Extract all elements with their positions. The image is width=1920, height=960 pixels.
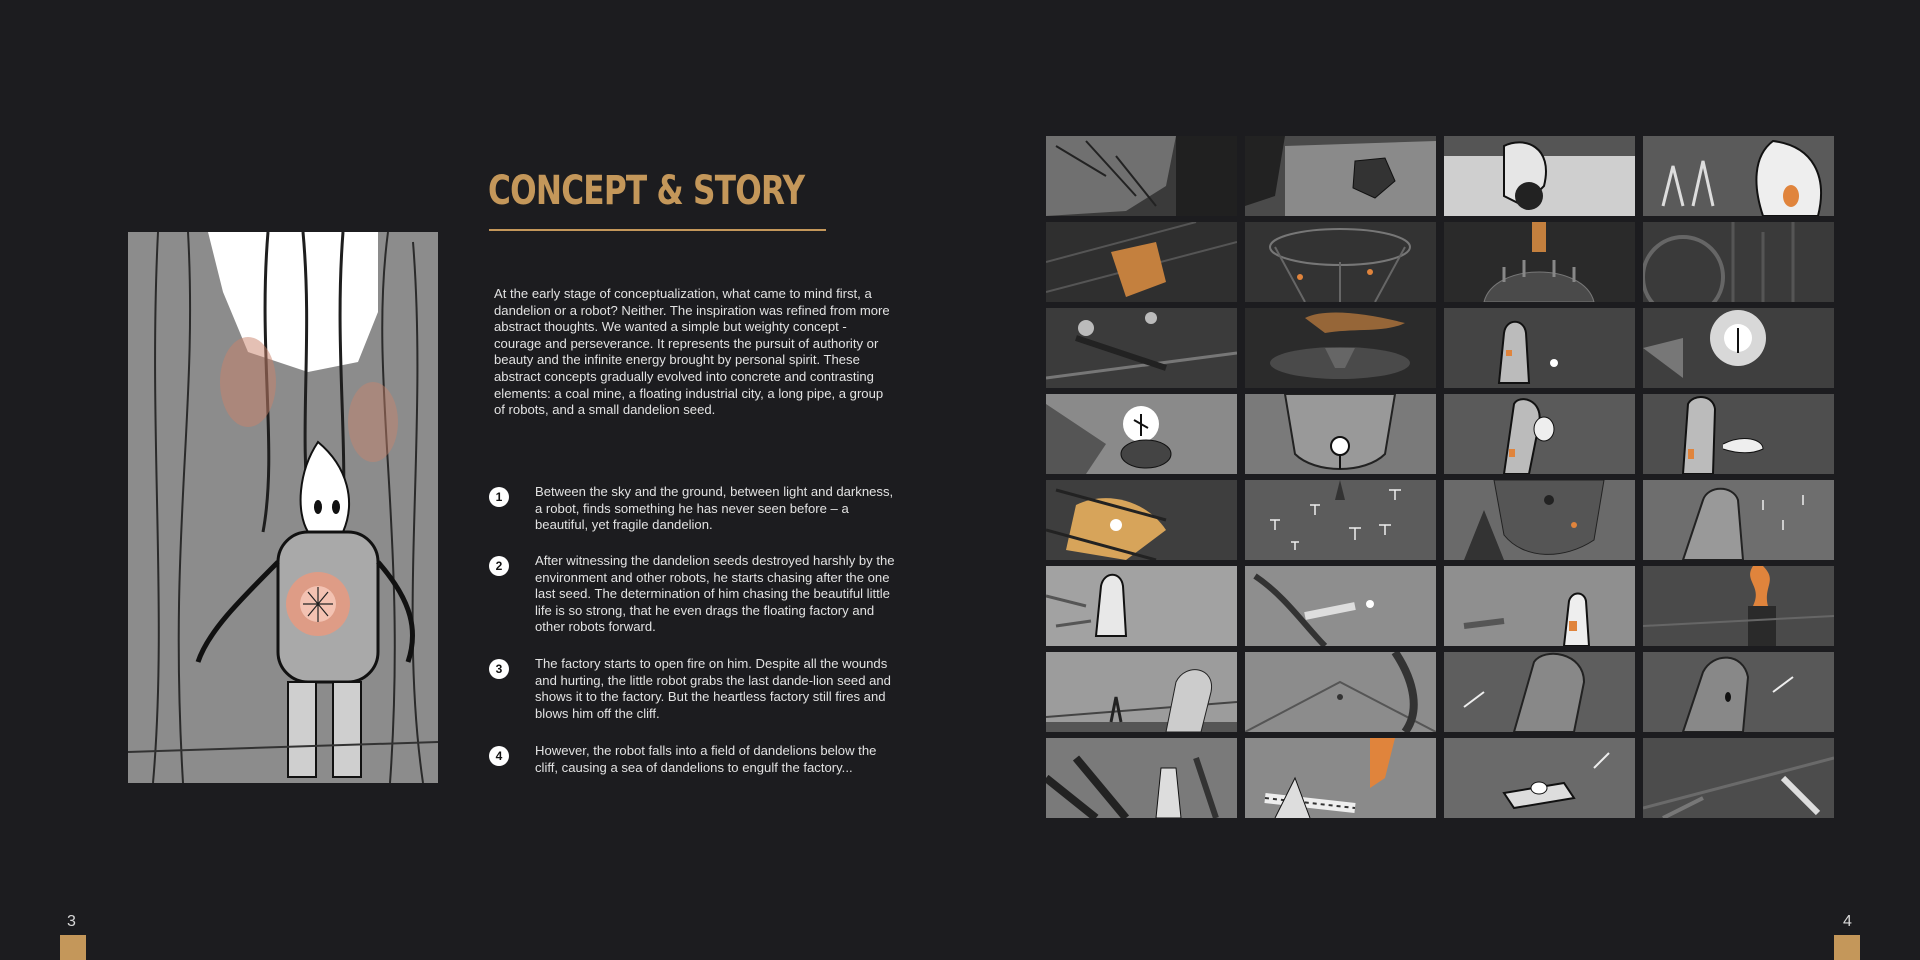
step-text: Between the sky and the ground, between light and darkness, a robot, finds something he has never seen before – a beautiful, yet fragile dandelion. bbox=[535, 484, 894, 533]
storyboard-panel bbox=[1046, 394, 1237, 474]
storyboard-panel bbox=[1444, 652, 1635, 732]
step-number-badge: 2 bbox=[489, 556, 509, 576]
page-tab-left bbox=[60, 935, 86, 960]
storyboard-panel bbox=[1245, 652, 1436, 732]
intro-paragraph: At the early stage of conceptualization, what came to mind first, a dandelion or a robot? Neither. The inspiration was refined from more abstract thoughts. We wanted a simple but weighty concept - courage and perseverance. It represents the pursuit of authority or beauty and the infinite energy brought by personal spirit. These abstract concepts gradually evolved into concrete and contrasting elements: a coal mine, a floating industrial city, a long pipe, a group of robots, and a small dandelion seed. bbox=[494, 286, 890, 418]
storyboard-panel bbox=[1444, 394, 1635, 474]
storyboard-panel bbox=[1245, 480, 1436, 560]
storyboard-panel bbox=[1643, 308, 1834, 388]
page-title: CONCEPT & STORY bbox=[488, 168, 805, 214]
page-number-left: 3 bbox=[67, 913, 76, 930]
step-text: After witnessing the dandelion seeds destroyed harshly by the environment and other robots, he starts chasing after the one last seed. The determination of him chasing the beautiful little life is so strong, that he even drags the floating factory and other robots forward. bbox=[535, 553, 895, 635]
storyboard-panel bbox=[1643, 566, 1834, 646]
storyboard-panel bbox=[1643, 394, 1834, 474]
storyboard-panel bbox=[1245, 738, 1436, 818]
step-number-badge: 1 bbox=[489, 487, 509, 507]
storyboard-panel bbox=[1643, 738, 1834, 818]
storyboard-panel bbox=[1643, 480, 1834, 560]
storyboard-panel bbox=[1046, 222, 1237, 302]
step-text: However, the robot falls into a field of dandelions below the cliff, causing a sea of dandelions to engulf the factory... bbox=[535, 743, 877, 775]
storyboard-panel bbox=[1245, 394, 1436, 474]
robot-sketch-illustration bbox=[128, 232, 438, 783]
storyboard-panel bbox=[1444, 308, 1635, 388]
storyboard-panel bbox=[1046, 566, 1237, 646]
storyboard-panel bbox=[1643, 222, 1834, 302]
storyboard-panel bbox=[1245, 308, 1436, 388]
storyboard-panel bbox=[1046, 480, 1237, 560]
storyboard-panel bbox=[1046, 738, 1237, 818]
storyboard-panel bbox=[1245, 566, 1436, 646]
storyboard-panel bbox=[1046, 136, 1237, 216]
storyboard-panel bbox=[1444, 480, 1635, 560]
storyboard-panel bbox=[1444, 222, 1635, 302]
title-underline bbox=[489, 229, 826, 231]
storyboard-panel bbox=[1046, 308, 1237, 388]
step-number-badge: 3 bbox=[489, 659, 509, 679]
storyboard-panel bbox=[1643, 652, 1834, 732]
storyboard-panel bbox=[1643, 136, 1834, 216]
storyboard-panel bbox=[1046, 652, 1237, 732]
storyboard-grid bbox=[1046, 136, 1834, 824]
step-text: The factory starts to open fire on him. Despite all the wounds and hurting, the little robot grabs the last dande-lion seed and shows it to the factory. But the heartless factory still fires and blows him off the cliff. bbox=[535, 656, 891, 721]
page-number-right: 4 bbox=[1843, 913, 1852, 930]
storyboard-panel bbox=[1444, 738, 1635, 818]
storyboard-panel bbox=[1245, 136, 1436, 216]
page-tab-right bbox=[1834, 935, 1860, 960]
storyboard-panel bbox=[1444, 566, 1635, 646]
storyboard-panel bbox=[1444, 136, 1635, 216]
step-number-badge: 4 bbox=[489, 746, 509, 766]
storyboard-panel bbox=[1245, 222, 1436, 302]
